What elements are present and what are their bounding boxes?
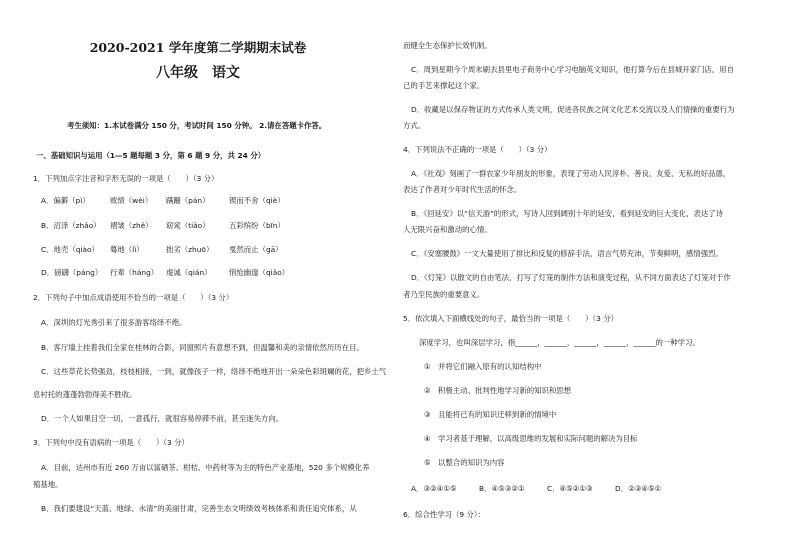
question-3-option-a-cont: 殖基地。: [33, 480, 63, 489]
question-3-stem: 3．下列句中没有语病的一项是（ ）（3 分）: [33, 438, 189, 447]
question-3-option-d-cont: 方式。: [403, 121, 426, 130]
exam-notice: 考生须知：1.本试卷满分 150 分，考试时间 150 分钟。 2.请在答题卡作答。: [67, 121, 327, 130]
option-item: 锲而不舍（qiè）: [229, 196, 285, 205]
question-5-clause-2: ② 积极主动、批判性地学习新的知识和思想: [424, 386, 572, 395]
option-item: 戛然而止（gā）: [229, 245, 283, 254]
left-column: [0, 0, 396, 560]
option-item: 五彩缤纷（bīn）: [229, 221, 285, 230]
question-2-option-c: C．这些草花长势强劲，枝枝相接，一到，就像孩子一样，络绎不绝地开出一朵朵色彩斑斓的花，把乡土气: [41, 367, 387, 376]
question-4-option-d: D．《灯笼》以散文的自由笔法，打写了灯笼的制作方法和演变过程，从不同方面表达了灯笼对于作: [411, 273, 731, 282]
choice-b: B．④⑤③②①: [479, 484, 525, 493]
option-item: 悄怆幽邃（qiǎo）: [229, 268, 290, 277]
question-4-stem: 4．下列说法不正确的一项是（ ）（3 分）: [403, 145, 552, 154]
option-item: 蹒跚（pán）: [166, 196, 210, 205]
exam-title: 2020-2021 学年度第二学期期末试卷: [89, 40, 307, 55]
question-4-option-a: A．《社戏》刻画了一群农家少年朋友的形象，表现了劳动人民淳朴、善良、友爱、无私的好品德，: [411, 169, 731, 178]
question-5-lead: 深度学习，也叫深层学习，指______，______，______，______，______的一种学习。: [419, 338, 700, 347]
section-heading: 一、基础知识与运用（1—5 题每题 3 分，第 6 题 9 分，共 24 分）: [36, 151, 266, 160]
question-3-option-a: A．目前，达州市有近 260 万亩以富硒茶、柑桔、中药材等为主的特色产业基地，520 多个规模化养: [41, 463, 370, 472]
choice-d: D．②③④⑤①: [615, 484, 662, 493]
question-4-option-c: C．《安塞腰鼓》一文大量使用了排比和反复的修辞手法，语言气势充沛，节奏鲜明，感情强烈。: [411, 249, 723, 258]
question-5-clause-1: ① 并将它们融入原有的认知结构中: [424, 362, 542, 371]
option-item: 蓦地（lì）: [110, 245, 144, 254]
question-5-clause-4: ④ 学习者基于理解，以高级思维的发展和实际问题的解决为目标: [424, 434, 638, 443]
question-2-option-d: D．一个人如果目空一切，一意孤行，就很容易停滞不前，甚至迷失方向。: [41, 414, 284, 423]
question-5-clause-5: ⑤ 以整合的知识为内容: [424, 458, 505, 467]
question-5-clause-3: ③ 且能将已有的知识迁移到新的情境中: [424, 410, 557, 419]
question-2-stem: 2．下列句子中加点成语使用不恰当的一项是（ ）（3 分）: [33, 293, 234, 302]
option-item: A．偏僻（pì）: [41, 196, 90, 205]
option-item: 虔诚（qián）: [166, 268, 212, 277]
choice-c: C．④⑤②①③: [547, 484, 593, 493]
question-3-option-d: D．收藏是以保存物证的方式传承人类文明，促进各民族之间文化艺术交流以及人们情操的重要行为: [411, 105, 735, 114]
option-item: 窈窕（tiǎo）: [166, 221, 210, 230]
question-3-option-b: B．我们要建设“天蓝、地绿、水清”的美丽甘肃，完善生态文明绩效考核体系和责任追究体系，从: [41, 504, 357, 513]
question-3-option-b-cont: 而健全生态保护长效机制。: [403, 41, 492, 50]
question-4-option-a-cont: 表达了作者对少年时代生活的怀念。: [403, 185, 522, 194]
question-3-option-c-cont: 己的手艺来撑起这个家。: [403, 81, 485, 90]
option-item: 败绩（wèi）: [110, 196, 153, 205]
option-item: 拙劣（zhuō）: [166, 245, 214, 254]
question-1-stem: 1．下列加点字注音和字形无误的一项是（ ）（3 分）: [33, 174, 219, 183]
option-item: C．地壳（qiào）: [41, 245, 99, 254]
question-2-option-c-cont: 息衬托的蓬蓬勃勃得美不胜收。: [33, 390, 137, 399]
choice-a: A．③②④①⑤: [411, 484, 457, 493]
option-item: D．磅礴（pánɡ）: [41, 268, 103, 277]
question-4-option-b-cont: 人无限兴奋和激动的心情。: [403, 225, 492, 234]
question-3-option-c: C．周到星期今个周末刷去县里电子商务中心学习电脑英文知识，他打算今后在县城开家门店，用自: [411, 65, 734, 74]
question-5-stem: 5．依次填入下面横线处的句子，最恰当的一项是（ ）（3 分）: [403, 314, 618, 323]
option-item: 褶皱（zhě）: [110, 221, 153, 230]
option-item: B．沼泽（zhǎo）: [41, 221, 101, 230]
exam-subtitle: 八年级 语文: [156, 65, 240, 81]
question-4-option-d-cont: 者乃至民族的重要意义。: [403, 290, 485, 299]
question-4-option-b: B．《回延安》以“信天游”的形式，写诗人回到阔别十年的延安，看到延安的巨大变化，表达了诗: [411, 209, 724, 218]
question-2-option-a: A．深圳的灯光秀引来了很多游客络绎不绝。: [41, 318, 187, 327]
right-column: [397, 0, 794, 560]
question-2-option-b: B．客厅墙上挂着我们全家在桂林的合影，同窗照片有意想不到，但温馨和美的亲情依然历历在目。: [41, 343, 364, 352]
option-item: 行辈（háng）: [110, 268, 159, 277]
question-6-stem: 6．综合性学习（9 分）：: [403, 510, 485, 519]
